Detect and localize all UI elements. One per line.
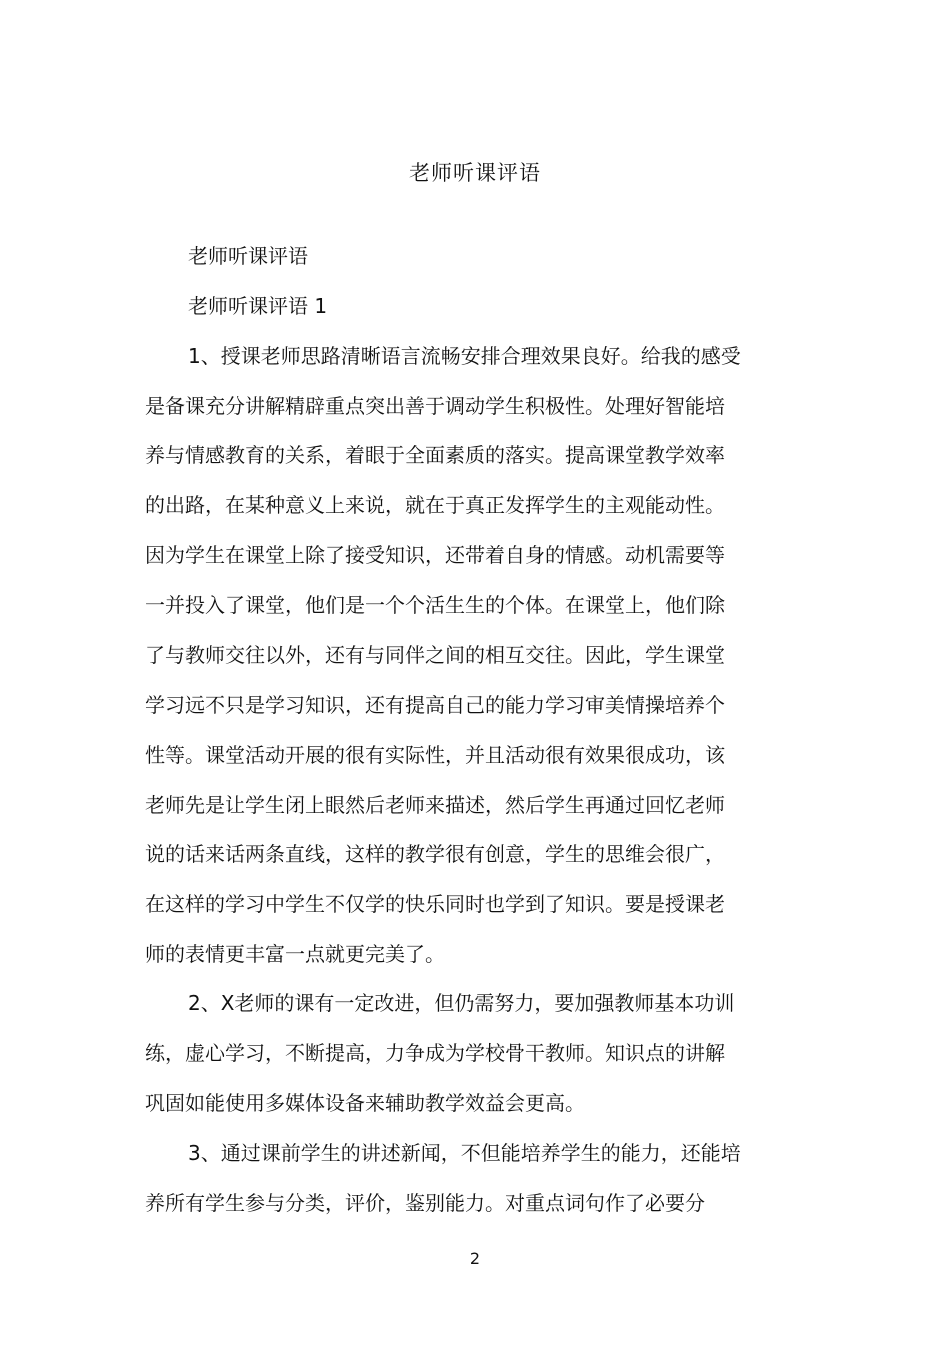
paragraph-line: 因为学生在课堂上除了接受知识，还带着自身的情感。动机需要等 (145, 543, 725, 567)
subtitle: 老师听课评语 (188, 244, 308, 268)
paragraph-line: 的出路，在某种意义上来说，就在于真正发挥学生的主观能动性。 (145, 493, 725, 517)
paragraph-line: 是备课充分讲解精辟重点突出善于调动学生积极性。处理好智能培 (145, 394, 725, 418)
paragraph-line: 练，虚心学习，不断提高，力争成为学校骨干教师。知识点的讲解 (145, 1041, 725, 1065)
paragraph-line: 1、授课老师思路清晰语言流畅安排合理效果良好。给我的感受 (188, 344, 741, 368)
page-title: 老师听课评语 (409, 161, 541, 185)
section-heading: 老师听课评语 1 (188, 294, 328, 318)
paragraph-line: 老师先是让学生闭上眼然后老师来描述，然后学生再通过回忆老师 (145, 793, 725, 817)
paragraph-line: 性等。课堂活动开展的很有实际性，并且活动很有效果很成功，该 (145, 743, 725, 767)
paragraph-line: 在这样的学习中学生不仅学的快乐同时也学到了知识。要是授课老 (145, 892, 725, 916)
paragraph-line: 养与情感教育的关系，着眼于全面素质的落实。提高课堂教学效率 (145, 443, 725, 467)
paragraph-line: 一并投入了课堂，他们是一个个活生生的个体。在课堂上，他们除 (145, 593, 725, 617)
paragraph-line: 了与教师交往以外，还有与同伴之间的相互交往。因此，学生课堂 (145, 643, 725, 667)
page-number: 2 (469, 1249, 481, 1268)
paragraph-line: 学习远不只是学习知识，还有提高自己的能力学习审美情操培养个 (145, 693, 725, 717)
paragraph-line: 说的话来话两条直线，这样的教学很有创意，学生的思维会很广， (145, 842, 725, 866)
paragraph-line: 养所有学生参与分类，评价，鉴别能力。对重点词句作了必要分 (145, 1191, 705, 1215)
paragraph-line: 师的表情更丰富一点就更完美了。 (145, 942, 445, 966)
paragraph-line: 2、X老师的课有一定改进，但仍需努力，要加强教师基本功训 (188, 991, 735, 1015)
paragraph-line: 3、通过课前学生的讲述新闻，不但能培养学生的能力，还能培 (188, 1141, 741, 1165)
paragraph-line: 巩固如能使用多媒体设备来辅助教学效益会更高。 (145, 1091, 585, 1115)
